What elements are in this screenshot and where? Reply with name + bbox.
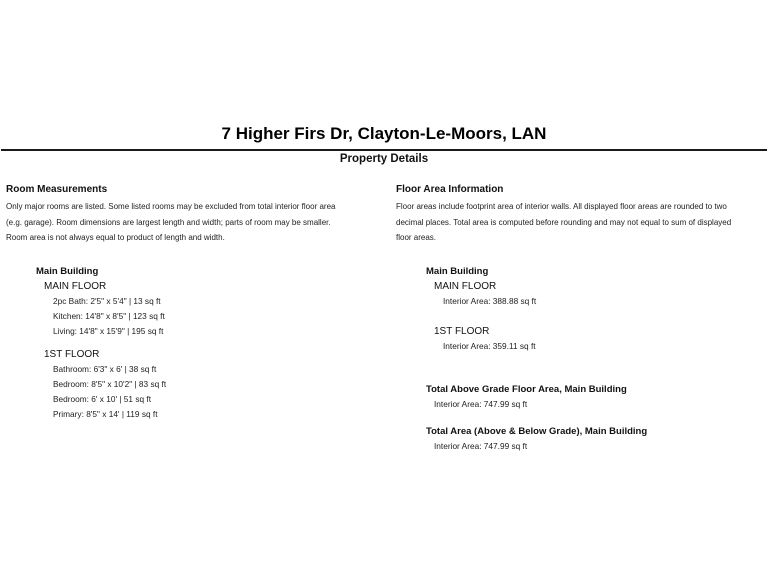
area-building-block (426, 265, 768, 354)
page-title: 7 Higher Firs Dr, Clayton-Le-Moors, LAN (221, 124, 547, 143)
floor-area-desc-line-3: floor areas. (396, 233, 437, 242)
floor-name: MAIN FLOOR (44, 280, 107, 292)
total-value: Interior Area: 747.99 sq ft (434, 440, 528, 451)
room-item: Bedroom: 6' x 10' | 51 sq ft (53, 393, 152, 404)
floor-name: MAIN FLOOR (434, 280, 497, 292)
room-measurements-heading: Room Measurements (6, 184, 108, 195)
room-item: Bedroom: 8'5" x 10'2" | 83 sq ft (53, 378, 167, 389)
area-floor-main (426, 279, 768, 309)
room-measurements-desc-line-2: (e.g. garage). Room dimensions are largest length and width; parts of room may be smaller. (6, 217, 331, 227)
floor-area-desc-line-2: decimal places. Total area is computed before rounding and may not equal to sum of displayed (396, 217, 732, 227)
floor-block-first (36, 347, 382, 422)
room-item: Living: 14'8" x 15'9" | 195 sq ft (53, 325, 164, 336)
building-name: Main Building (426, 265, 489, 277)
room-building-block (36, 265, 382, 422)
area-floor-first (426, 324, 768, 354)
room-item: Bathroom: 6'3" x 6' | 38 sq ft (53, 363, 157, 374)
total-heading: Total Area (Above & Below Grade), Main Building (426, 425, 648, 437)
floor-area-heading: Floor Area Information (396, 184, 504, 195)
total-heading: Total Above Grade Floor Area, Main Building (426, 383, 627, 395)
room-measurements-desc-line-1: Only major rooms are listed. Some listed rooms may be excluded from total interior floor area (6, 202, 336, 211)
floor-name: 1ST FLOOR (44, 348, 100, 360)
interior-area-value: Interior Area: 359.11 sq ft (443, 340, 536, 351)
page-subtitle: Property Details (339, 153, 429, 165)
room-measurements-desc-line-3: Room area is not always equal to product of length and width. (6, 233, 225, 242)
building-name: Main Building (36, 265, 99, 277)
floor-name: 1ST FLOOR (434, 325, 490, 337)
floor-area-desc-line-1: Floor areas include footprint area of interior walls. All displayed floor areas are rounded to two (396, 202, 727, 211)
title-divider (1, 149, 767, 151)
floor-block-main (36, 279, 382, 339)
interior-area-value: Interior Area: 388.88 sq ft (443, 295, 537, 306)
total-value: Interior Area: 747.99 sq ft (434, 398, 528, 409)
room-item: Primary: 8'5" x 14' | 119 sq ft (53, 408, 158, 419)
total-all-grade-block (426, 425, 768, 454)
room-item: Kitchen: 14'8" x 8'5" | 123 sq ft (53, 310, 165, 321)
total-above-grade-block (426, 383, 768, 412)
room-measurements-section (6, 183, 382, 422)
floor-area-section (396, 183, 768, 454)
room-item: 2pc Bath: 2'5" x 5'4" | 13 sq ft (53, 295, 161, 306)
